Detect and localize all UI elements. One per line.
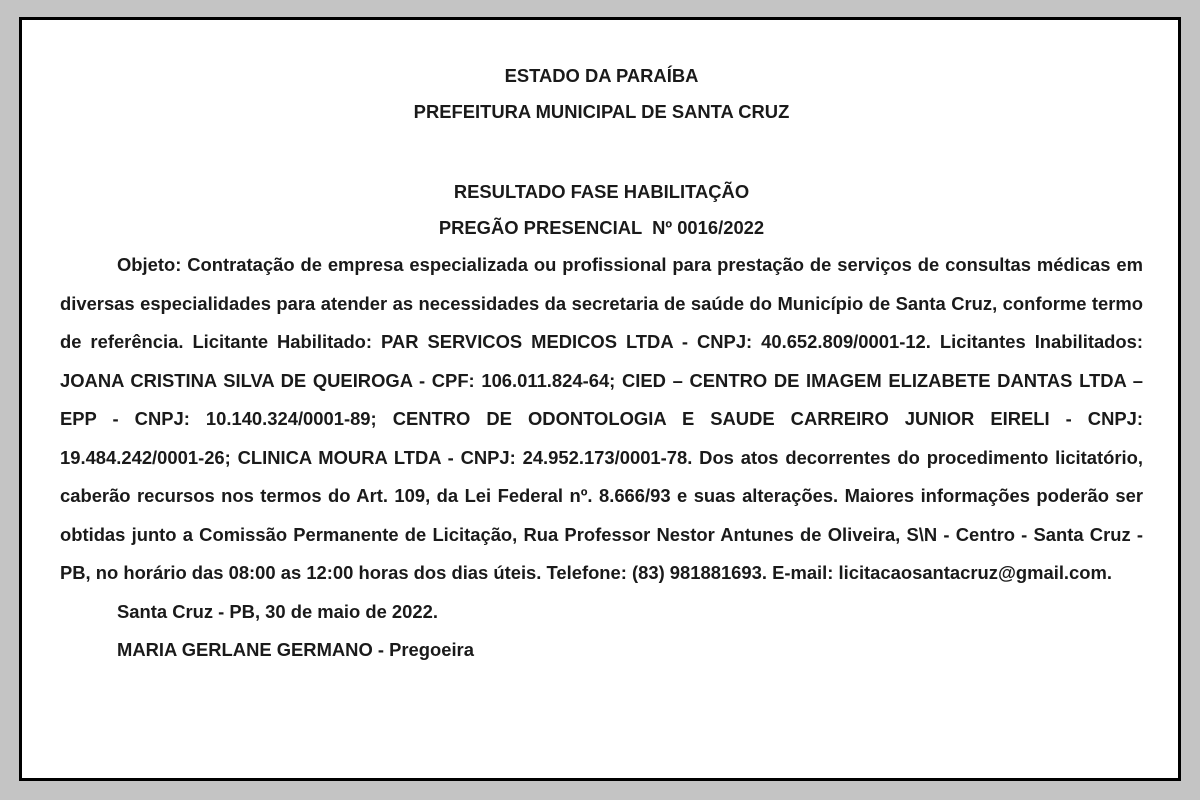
municipality-heading: PREFEITURA MUNICIPAL DE SANTA CRUZ <box>413 101 790 122</box>
state-heading: ESTADO DA PARAÍBA <box>504 65 699 86</box>
notice-body: Objeto: Contratação de empresa especializada ou profissional para prestação de serviços de consultas médicas em diversas especialidades para atender as necessidades da secretaria de saúde do Município de Santa Cruz, conforme termo de referência. Licitante Habilitado: PAR SERVICOS MEDICOS LTDA - CNPJ: 40.652.809/0001-12. Licitantes Inabilitados: JOANA CRISTINA SILVA DE QUEIROGA - CPF: 106.011.824-64; CIED – CENTRO DE IMAGEM ELIZABETE DANTAS LTDA – EPP - CNPJ: 10.140.324/0001-89; CENTRO DE ODONTOLOGIA E SAUDE CARREIRO JUNIOR EIRELI - CNPJ: 19.484.242/0001-26; CLINICA MOURA LTDA - CNPJ: 24.952.173/0001-78. Dos atos decorrentes do procedimento licitatório, caberão recursos nos termos do Art. 109, da Lei Federal nº. 8.666/93 e suas alterações. Maiores informações poderão ser obtidas junto a Comissão Permanente de Licitação, Rua Professor Nestor Antunes de Oliveira, S\N - Centro - Santa Cruz - PB, no horário das 08:00 as 12:00 horas dos dias úteis. Telefone: (83) 981881693. E-mail: licitacaosantacruz@gmail.com. <box>60 254 1143 583</box>
document-page <box>19 17 1181 781</box>
document-content <box>60 58 1143 670</box>
auction-title: PREGÃO PRESENCIAL Nº 0016/2022 <box>438 217 765 238</box>
place-date: Santa Cruz - PB, 30 de maio de 2022. <box>117 600 438 622</box>
result-title: RESULTADO FASE HABILITAÇÃO <box>453 181 750 202</box>
heading-spacer <box>60 130 1143 174</box>
signature-line: MARIA GERLANE GERMANO - Pregoeira <box>117 639 474 660</box>
